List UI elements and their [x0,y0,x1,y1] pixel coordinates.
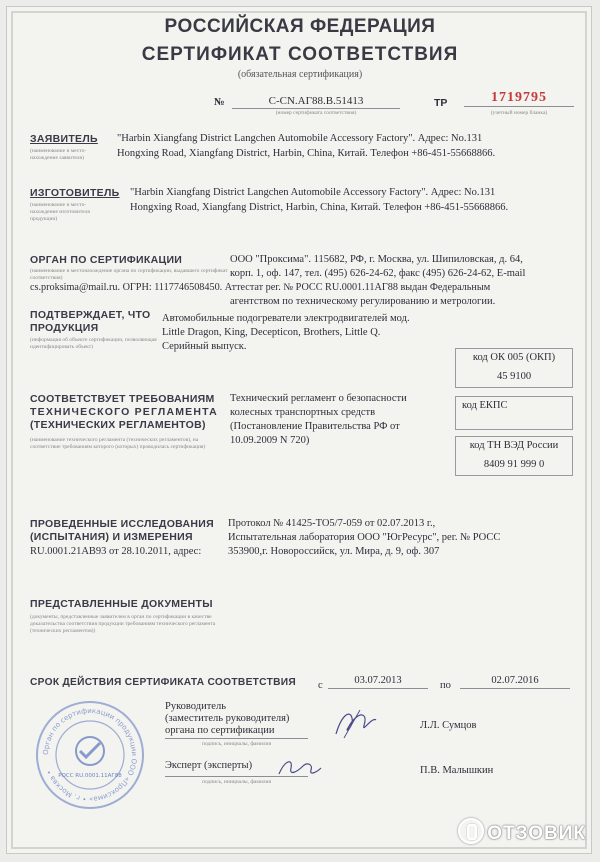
compliance-line-1: Технический регламент о безопасности [230,393,407,404]
head-label-1: Руководитель [165,701,226,712]
product-line-1: Автомобильные подогреватели электродвигателей мод. [162,313,410,324]
manufacturer-line-1: "Harbin Xiangfang District Langchen Automobile Accessory Factory". Адрес: No.131 [130,187,496,198]
applicant-label: ЗАЯВИТЕЛЬ [30,133,98,145]
documents-caption: (документы, представленные заявителем в орган по сертификации в качестве доказательства соответствия продукции требованиям технического регламента (технических регламентов)) [30,614,216,634]
product-caption: (информация об объекте сертификации, позволяющая идентифицировать объект) [30,337,157,350]
applicant-line-2: Hongxing Road, Xiangfang District, Harbin, China, Китай. Телефон +86-451-55668866. [117,148,496,159]
applicant-caption: (наименование и место-нахождение заявителя) [30,148,87,161]
certificate-subtitle: (обязательная сертификация) [237,69,363,80]
validity-from-date: 03.07.2013 [328,674,428,689]
documents-label: ПРЕДСТАВЛЕННЫЕ ДОКУМЕНТЫ [30,598,213,610]
head-label-3: органа по сертификации [165,725,275,736]
stamp-emblem-icon [76,737,104,765]
certificate-title: СЕРТИФИКАТ СООТВЕТСТВИЯ [141,44,459,65]
product-label-2: ПРОДУКЦИЯ [30,322,99,334]
okp-code-value: 45 9100 [496,371,532,382]
stamp-ring-text: Орган по сертификации продукции ООО «Проксима» • г. Москва • [41,706,139,804]
okp-code-box [455,348,573,388]
head-sign-line [165,738,308,739]
ekps-code-box [455,396,573,430]
number-sign: № [214,97,225,108]
tnved-code-value: 8409 91 999 0 [483,459,545,470]
cert-body-line-4: агентством по техническому регулированию и метрологии. [230,296,496,307]
compliance-label-1: СООТВЕТСТВУЕТ ТРЕБОВАНИЯМ [30,393,215,405]
stamp-code: РОСС RU.0001.11АГ88 [58,773,122,779]
tests-line-3a: RU.0001.21АВ93 от 28.10.2011, адрес: [30,546,202,557]
product-line-3: Серийный выпуск. [162,341,247,352]
blank-number-caption: (учетный номер бланка) [490,110,548,116]
certificate-number: C-CN.АГ88.B.51413 [232,94,400,109]
certification-stamp [34,699,146,811]
tests-line-1: Протокол № 41425-ТО5/7-059 от 02.07.2013 г., [228,518,436,529]
cert-body-line-1: ООО "Проксима". 115682, РФ, г. Москва, ул. Шипиловская, д. 64, [230,254,523,265]
cert-body-line-3: cs.proksima@mail.ru. ОГРН: 1117746508450. Аттестат рег. № РОСС RU.0001.11АГ88 выдан Федеральным [30,282,491,293]
compliance-line-4: 10.09.2009 N 720) [230,435,310,446]
otzovik-text: ОТЗОВИК [487,823,586,844]
manufacturer-line-2: Hongxing Road, Xiangfang District, Harbin, China, Китай. Телефон +86-451-55668866. [130,202,509,213]
country-heading: РОССИЙСКАЯ ФЕДЕРАЦИЯ [164,16,436,37]
validity-label: СРОК ДЕЙСТВИЯ СЕРТИФИКАТА СООТВЕТСТВИЯ [30,677,297,688]
manufacturer-label: ИЗГОТОВИТЕЛЬ [30,187,120,199]
head-sign-caption: подпись, инициалы, фамилия [202,741,271,747]
blank-number: 1719795 [464,90,574,107]
validity-to-prefix: по [440,680,451,691]
tr-label: ТР [434,97,448,109]
compliance-caption: (наименование технического регламента (технических регламентов), на соответствие требованиям которого (которых) проводилась сертификация) [30,437,206,450]
tests-line-3b: 353900,г. Новороссийск, ул. Мира, д. 9, оф. 307 [228,546,440,557]
tnved-code-label: код ТН ВЭД России [469,440,559,451]
tests-label-2: (ИСПЫТАНИЯ) И ИЗМЕРЕНИЯ [30,531,193,543]
expert-signature-icon [275,750,325,784]
tnved-code-box [455,436,573,476]
expert-name: П.В. Малышкин [420,765,494,776]
compliance-line-3: (Постановление Правительства РФ от [230,421,400,432]
head-signature-icon [330,704,378,744]
product-label-1: ПОДТВЕРЖДАЕТ, ЧТО [30,309,151,321]
expert-label: Эксперт (эксперты) [165,760,253,771]
applicant-line-1: "Harbin Xiangfang District Langchen Automobile Accessory Factory". Адрес: No.131 [117,133,483,144]
product-line-2: Little Dragon, King, Decepticon, Brothers, Little Q. [162,327,381,338]
compliance-label-3: (ТЕХНИЧЕСКИХ РЕГЛАМЕНТОВ) [30,419,206,431]
compliance-line-2: колесных транспортных средств [230,407,376,418]
head-label-2: (заместитель руководителя) [165,713,290,724]
head-name: Л.Л. Сумцов [420,720,477,731]
cert-body-label: ОРГАН ПО СЕРТИФИКАЦИИ [30,254,183,266]
validity-to-date: 02.07.2016 [460,674,570,689]
otzovik-watermark [458,818,586,845]
manufacturer-caption: (наименование и место-нахождение изготовителя продукции) [30,202,90,222]
tests-label-1: ПРОВЕДЕННЫЕ ИССЛЕДОВАНИЯ [30,518,215,530]
cert-body-line-2: корп. 1, оф. 147, тел. (495) 626-24-62, факс (495) 626-24-62, E-mail [230,268,526,279]
certificate-number-caption: (номер сертификата соответствия) [275,110,357,116]
expert-sign-caption: подпись, инициалы, фамилия [202,779,271,785]
validity-from-prefix: с [318,680,323,691]
cert-body-caption: (наименование и местонахождение органа по сертификации, выдавшего сертификат соответствия) [30,268,228,281]
compliance-label-2: ТЕХНИЧЕСКОГО РЕГЛАМЕНТА [30,406,218,418]
ekps-code-label: код ЕКПС [462,400,508,411]
okp-code-label: код ОК 005 (ОКП) [472,352,556,363]
otzovik-logo-icon [458,818,484,844]
tests-line-2: Испытательная лаборатория ООО "ЮгРесурс", рег. № РОСС [228,532,501,543]
